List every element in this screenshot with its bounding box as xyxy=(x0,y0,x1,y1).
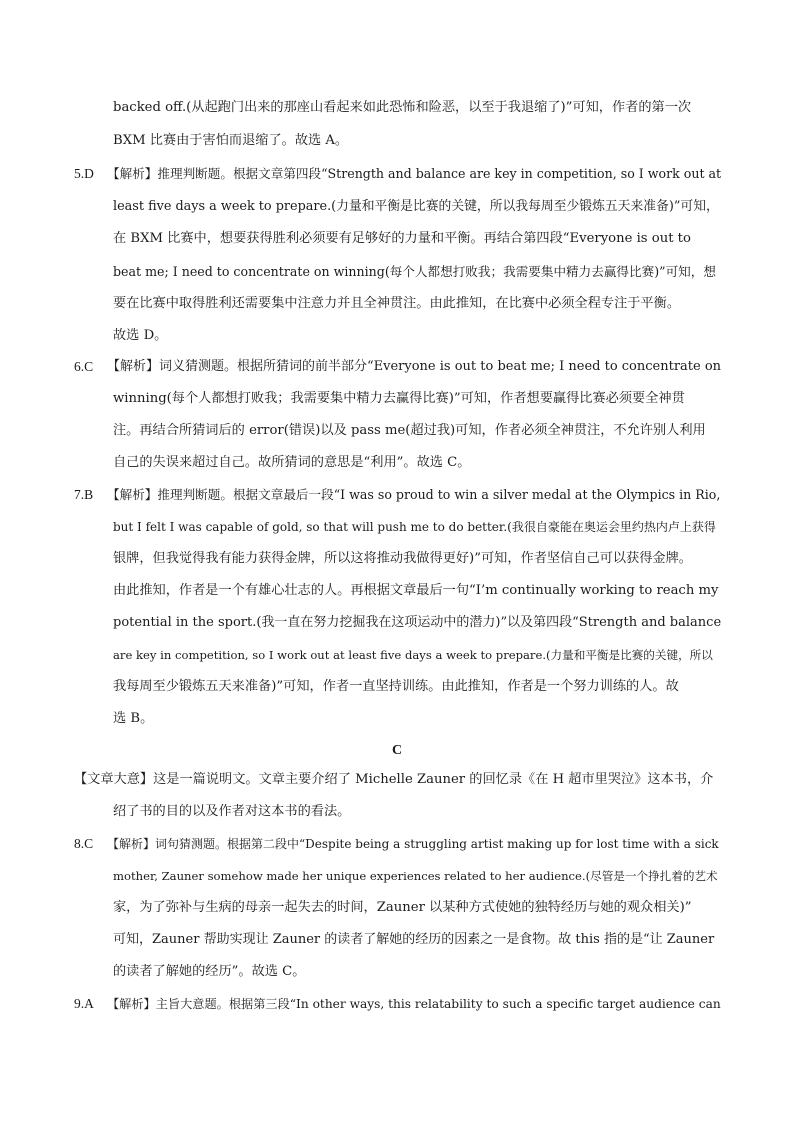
question-number: 5.D xyxy=(74,166,94,181)
text-line: 家，为了弥补与生病的母亲一起失去的时间，Zauner 以某种方式使她的独特经历与她的观众相关)” xyxy=(113,900,692,915)
text-line: are key in competition, so I work out at least five days a week to prepare.(力量和平衡是比赛的关键，所以 xyxy=(113,648,713,662)
question-number: 6.C xyxy=(74,359,94,374)
text-line: 选 B。 xyxy=(113,711,154,726)
text-line: potential in the sport.(我一直在努力挖掘我在这项运动中的潜力)”以及第四段“Strength and balance xyxy=(113,615,722,630)
section-heading: C xyxy=(391,743,403,758)
text-line: 的读者了解她的经历”。故选 C。 xyxy=(113,964,306,979)
text-line: BXM 比赛由于害怕而退缩了。故选 A。 xyxy=(113,133,349,148)
text-line: 银牌，但我觉得我有能力获得金牌，所以这将推动我做得更好)”可知，作者坚信自己可以获得金牌。 xyxy=(113,551,692,566)
text-line: 【解析】推理判断题。根据文章最后一段“I was so proud to win a silver medal at the Olympics in Rio, xyxy=(107,487,721,502)
text-line: 【解析】推理判断题。根据文章第四段“Strength and balance are key in competition, so I work out at xyxy=(107,166,722,181)
text-line: 自己的失误来超过自己。故所猜词的意思是“利用”。故选 C。 xyxy=(113,455,471,470)
text-line: 【解析】词句猜测题。根据第二段中“Despite being a struggling artist making up for lost time with a sick xyxy=(107,837,719,851)
text-line: winning(每个人都想打败我；我需要集中精力去赢得比赛)”可知，作者想要赢得比赛必须要全神贯 xyxy=(113,391,685,406)
text-line: mother, Zauner somehow made her unique experiences related to her audience.(尽管是一个挣扎着的艺术 xyxy=(113,869,718,883)
text-line: least five days a week to prepare.(力量和平衡是比赛的关键，所以我每周至少锻炼五天来准备)”可知， xyxy=(113,199,719,214)
question-number: 9.A xyxy=(74,996,94,1011)
text-line: 注。再结合所猜词后的 error(错误)以及 pass me(超过我)可知，作者必须全神贯注，不允许别人利用 xyxy=(113,423,706,438)
question-number: 8.C xyxy=(74,836,94,851)
text-line: 故选 D。 xyxy=(113,328,168,343)
text-line: 可知，Zauner 帮助实现让 Zauner 的读者了解她的经历的因素之一是食物。故 this 指的是“让 Zauner xyxy=(113,932,715,947)
text-line: backed off.(从起跑门出来的那座山看起来如此恐怖和险恶，以至于我退缩了)”可知，作者的第一次 xyxy=(113,100,692,115)
text-line: 在 BXM 比赛中，想要获得胜利必须要有足够好的力量和平衡。再结合第四段“Everyone is out to xyxy=(113,231,691,246)
text-line: beat me; I need to concentrate on winning(每个人都想打败我；我需要集中精力去赢得比赛)”可知，想 xyxy=(113,264,716,279)
text-line: 【解析】词义猜测题。根据所猜词的前半部分“Everyone is out to beat me; I need to concentrate on xyxy=(107,359,722,374)
text-line: 绍了书的目的以及作者对这本书的看法。 xyxy=(113,804,351,819)
text-line: 【解析】主旨大意题。根据第三段“In other ways, this relatability to such a specific target audience can xyxy=(107,997,721,1011)
question-number: 7.B xyxy=(74,487,94,502)
text-line: but I felt I was capable of gold, so that will push me to do better.(我很自豪能在奥运会里约热内卢上获得 xyxy=(113,520,716,534)
text-line: 【文章大意】这是一篇说明文。文章主要介绍了 Michelle Zauner 的回忆录《在 H 超市里哭泣》这本书，介 xyxy=(74,772,714,787)
text-line: 由此推知，作者是一个有雄心壮志的人。再根据文章最后一句“I’m continually working to reach my xyxy=(113,583,719,598)
text-line: 我每周至少锻炼五天来准备)”可知，作者一直坚持训练。由此推知，作者是一个努力训练的人。故 xyxy=(113,679,679,694)
text-line: 要在比赛中取得胜利还需要集中注意力并且全神贯注。由此推知，在比赛中必须全程专注于平衡。 xyxy=(113,296,681,311)
